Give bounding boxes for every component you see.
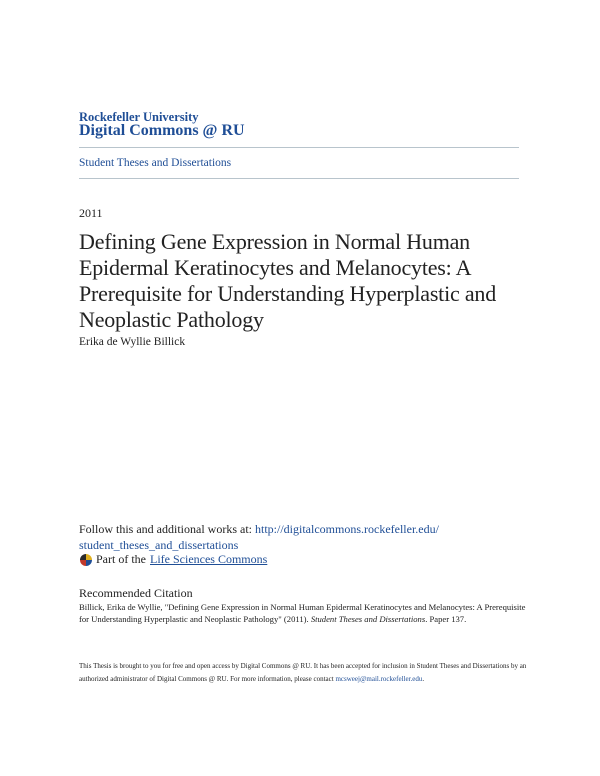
pinwheel-icon bbox=[79, 553, 93, 567]
collection-link-continued[interactable]: student_theses_and_dissertations bbox=[79, 538, 239, 552]
header-divider bbox=[79, 147, 519, 148]
part-of-text: Part of the bbox=[96, 552, 146, 566]
series-divider bbox=[79, 178, 519, 179]
access-notice bbox=[79, 660, 534, 685]
repository-name[interactable]: Digital Commons @ RU bbox=[79, 122, 245, 139]
citation-body: Billick, Erika de Wyllie, "Defining Gene Expression in Normal Human Epidermal Keratinocytes and Melanocytes: A Prerequisite for Understanding Hyperplastic and Neoplastic Pathology" (2011). bbox=[79, 602, 526, 624]
university-name: Rockefeller University bbox=[79, 110, 199, 124]
contact-email-link[interactable]: mcsweej@mail.rockefeller.edu bbox=[335, 674, 423, 683]
collection-link[interactable]: http://digitalcommons.rockefeller.edu/ bbox=[255, 522, 439, 536]
recommended-citation-heading: Recommended Citation bbox=[79, 586, 193, 600]
access-notice-text: This Thesis is brought to you for free and open access by Digital Commons @ RU. It has been accepted for inclusion in Student Theses and Dissertations by an authorized administrator of Digital Commons @ RU. For more information, please contact bbox=[79, 662, 527, 683]
life-sciences-link[interactable]: Life Sciences Commons bbox=[150, 552, 268, 566]
citation-text bbox=[79, 601, 534, 625]
document-title: Defining Gene Expression in Normal Human Epidermal Keratinocytes and Melanocytes: A Prerequisite for Understanding Hyperplastic and Neoplastic Pathology bbox=[79, 229, 497, 332]
publication-year: 2011 bbox=[79, 206, 103, 220]
follow-text: Follow this and additional works at: bbox=[79, 522, 255, 536]
author-name: Erika de Wyllie Billick bbox=[79, 336, 186, 348]
citation-series: Student Theses and Dissertations bbox=[310, 614, 426, 624]
series-link[interactable]: Student Theses and Dissertations bbox=[79, 157, 232, 169]
access-notice-end: . bbox=[422, 674, 425, 683]
citation-end: . Paper 137. bbox=[425, 614, 467, 624]
part-of-line bbox=[79, 552, 267, 567]
follow-line bbox=[79, 521, 539, 553]
